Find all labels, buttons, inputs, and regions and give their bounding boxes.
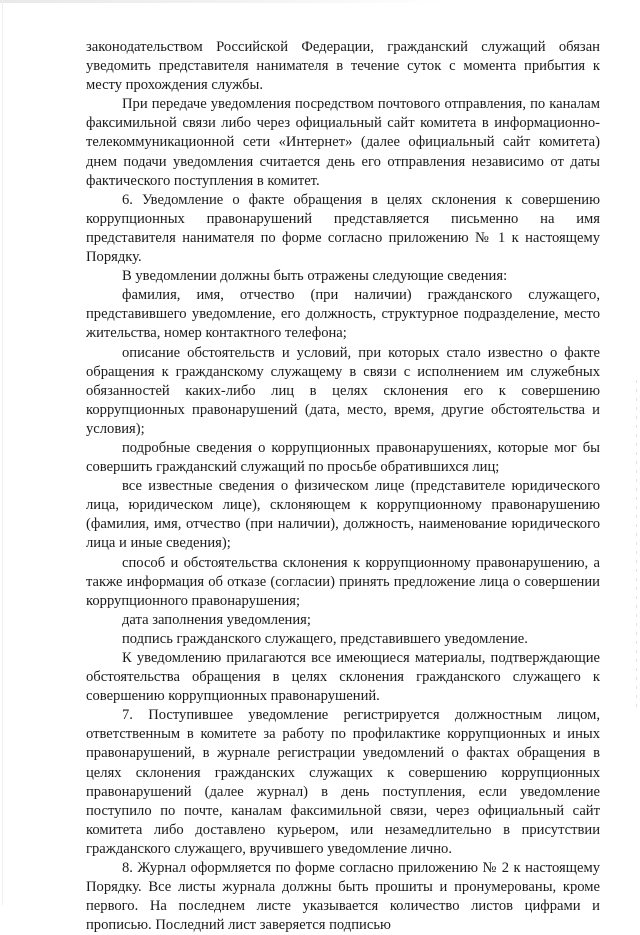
- list-item-circumstances: описание обстоятельств и условий, при которых стало известно о факте обращения к гражданскому служащему в связи с исполнением им служебных обязанностей каких-либо лиц в целях склонения его к совершению коррупционных правонарушений (дата, место, время, другие обстоятельства и условия);: [86, 344, 600, 437]
- paragraph-item-6: 6. Уведомление о факте обращения в целях склонения к совершению коррупционных правонарушений представляется письменно на имя представителя нанимателя по форме согласно приложению № 1 к настоящему Порядку.: [86, 191, 600, 266]
- list-item-fio: фамилия, имя, отчество (при наличии) гражданского служащего, представившего уведомление, его должность, структурное подразделение, место жительства, номер контактного телефона;: [86, 287, 600, 342]
- list-item-person-info: все известные сведения о физическом лице (представителе юридического лица, юридическом лице), склоняющем к коррупционному правонарушению (фамилия, имя, отчество (при наличии), должность, наименование юридического лица и иные сведения);: [86, 478, 600, 552]
- paragraph-item-7: 7. Поступившее уведомление регистрируется должностным лицом, ответственным в комитете за работу по профилактике коррупционных и иных правонарушений, в журнале регистрации уведомлений о фактах обращения в целях склонения гражданских служащих к совершению коррупционных правонарушений (далее журнал) в день поступления, если уведомление поступило по почте, каналам факсимильной связи, через официальный сайт комитета либо доставлено курьером, или незамедлительно в присутствии гражданского служащего, вручившего уведомление лично.: [86, 707, 600, 857]
- paragraph-attachments: К уведомлению прилагаются все имеющиеся материалы, подтверждающие обстоятельства обращения в целях склонения гражданского служащего к совершению коррупционных правонарушений.: [86, 650, 600, 705]
- paragraph-required-info: В уведомлении должны быть отражены следующие сведения:: [122, 268, 508, 285]
- paragraph-postal-notice: При передаче уведомления посредством почтового отправления, по каналам факсимильной связи либо через официальный сайт комитета в информационно-телекоммуникационной сети «Интернет» (далее официальный сайт комитета) днем подачи уведомления считается день его отправления независимо от даты фактического поступления в комитет.: [86, 96, 600, 189]
- paragraph-continuation: законодательством Российской Федерации, гражданский служащий обязан уведомить представителя нанимателя в течение суток с момента прибытия к месту прохождения службы.: [86, 39, 600, 94]
- scan-edge-right: [636, 380, 637, 710]
- list-item-signature: подпись гражданского служащего, представившего уведомление.: [122, 630, 528, 647]
- scan-edge-left: [2, 0, 3, 905]
- list-item-offenses: подробные сведения о коррупционных правонарушениях, которые мог бы совершить гражданский служащий по просьбе обратившихся лиц;: [86, 439, 600, 476]
- document-page: [86, 38, 600, 935]
- list-item-date: дата заполнения уведомления;: [122, 611, 311, 628]
- list-item-method: способ и обстоятельства склонения к коррупционному правонарушению, а также информация об отказе (согласии) принять предложение лица о совершении коррупционного правонарушения;: [86, 554, 600, 609]
- paragraph-item-8: 8. Журнал оформляется по форме согласно приложению № 2 к настоящему Порядку. Все листы журнала должны быть прошиты и пронумерованы, кроме первого. На последнем листе указывается количество листов цифрами и прописью. Последний лист заверяется подписью: [86, 860, 600, 934]
- scan-edge-top: [0, 0, 640, 3]
